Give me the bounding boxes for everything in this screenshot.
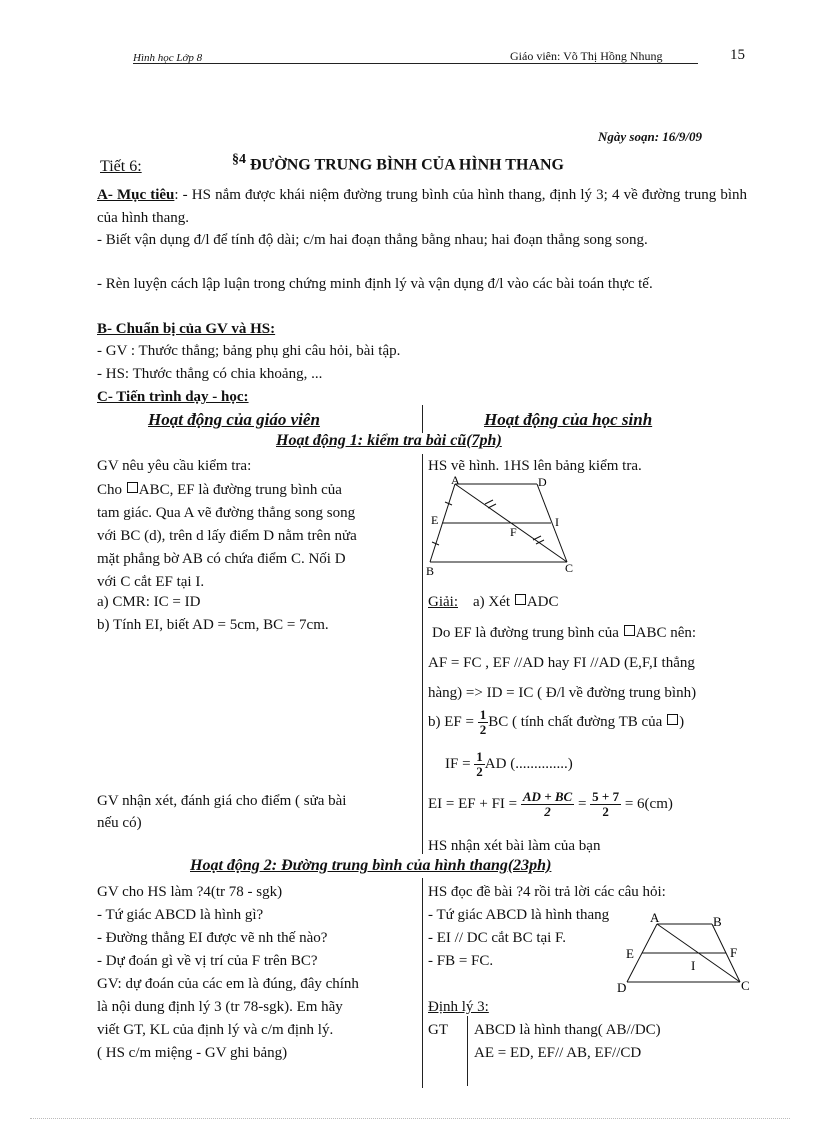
- triangle-icon: [515, 594, 526, 605]
- a1-right-giai-line: [428, 591, 558, 614]
- lesson-label: Tiết 6:: [100, 158, 142, 175]
- fraction-half: [478, 708, 489, 737]
- figure-triangle: [425, 474, 585, 584]
- triangle-icon: [667, 714, 678, 725]
- gt-label: GT: [428, 1022, 448, 1038]
- header-left: Hình học Lớp 8: [133, 52, 203, 64]
- a1-right-if: [445, 750, 573, 779]
- a2-left-3: - Dự đoán gì về vị trí của F trên BC?: [97, 953, 318, 969]
- a1-right-b: [428, 708, 684, 737]
- a1-right-af: AF = FC , EF //AD hay FI //AD (E,F,I thẳng: [428, 655, 695, 671]
- b-pre: b) EF =: [428, 713, 474, 730]
- fig1-label-a: A: [451, 474, 460, 487]
- do1: Do EF là đường trung bình của: [432, 625, 619, 641]
- a2-left-6: viết GT, KL của định lý và c/m định lý.: [97, 1022, 334, 1038]
- fig2-label-c: C: [741, 978, 750, 993]
- frac2-den: 2: [544, 804, 551, 819]
- a1-cho: Cho: [97, 482, 123, 498]
- a1-left-end-1: GV nhận xét, đánh giá cho điểm ( sửa bài: [97, 793, 347, 809]
- frac3-num: 5 + 7: [592, 789, 620, 804]
- a2-left-4: GV: dự đoán của các em là đúng, đây chính: [97, 976, 359, 992]
- a1-right-hang: hàng) => ID = IC ( Đ/l về đường trung bình): [428, 685, 697, 701]
- prep-hs: - HS: Thước thẳng có chia khoảng, ...: [97, 366, 323, 382]
- fig1-label-c: C: [565, 561, 574, 575]
- ei-pre: EI = EF + FI =: [428, 795, 518, 812]
- a-adc: ADC: [526, 594, 559, 610]
- frac-den: 2: [479, 722, 487, 737]
- a2-left-2: - Đường thẳng EI được vẽ nh thế nào?: [97, 930, 328, 946]
- a1-left-0: GV nêu yêu cầu kiểm tra:: [97, 458, 252, 474]
- frac2-num: AD + BC: [522, 789, 573, 804]
- a1-left-b: b) Tính EI, biết AD = 5cm, BC = 7cm.: [97, 617, 329, 633]
- fraction-5-7: [590, 790, 621, 819]
- a-xet: a) Xét: [473, 594, 511, 610]
- objectives-label: A- Mục tiêu: [97, 187, 175, 203]
- a1-right-intro: HS vẽ hình. 1HS lên bảng kiểm tra.: [428, 458, 642, 474]
- a1-left-para-2: tam giác. Qua A vẽ đường thẳng song song: [97, 505, 356, 521]
- a1-right-do: [432, 622, 696, 645]
- a2-right-0: HS đọc đề bài ?4 rồi trả lời các câu hỏi:: [428, 884, 666, 900]
- activity2-title: Hoạt động 2: Đường trung bình của hình thang(23ph): [190, 857, 552, 874]
- a1-left-para-5: với C cắt EF tại I.: [97, 574, 205, 590]
- ei-post: = 6(cm): [624, 795, 673, 812]
- objectives-line2: - Biết vận dụng đ/l để tính độ dài; c/m hai đoạn thẳng bằng nhau; hai đoạn thẳng song song.: [97, 232, 648, 248]
- fig1-label-b: B: [426, 564, 435, 578]
- objectives-line1: [97, 184, 747, 230]
- page-title: [232, 152, 564, 174]
- fraction-ad-bc: [521, 790, 574, 819]
- column-divider-2: [422, 878, 423, 1088]
- date-line: Ngày soạn: 16/9/09: [598, 129, 702, 144]
- header-teacher: Giáo viên: Võ Thị Hồng Nhung: [510, 49, 663, 63]
- fig2-label-i: I: [691, 958, 696, 973]
- theorem-label: Định lý 3:: [428, 999, 489, 1015]
- page-number: 15: [730, 47, 745, 63]
- activity1-title: Hoạt động 1: kiểm tra bài cũ(7ph): [276, 432, 502, 449]
- a1-left-para-3: với BC (d), trên d lấy điểm D nằm trên nửa: [97, 528, 357, 544]
- a2-right-2: - EI // DC cắt BC tại F.: [428, 930, 566, 946]
- fig2-label-e: E: [626, 946, 634, 961]
- frac-num: 1: [476, 749, 483, 764]
- frac-den: 2: [476, 764, 483, 779]
- a2-left-7: ( HS c/m miệng - GV ghi bảng): [97, 1045, 288, 1061]
- b-close: ): [679, 713, 685, 730]
- a1-left-end-2: nếu có): [97, 815, 142, 831]
- gt-divider: [467, 1016, 468, 1086]
- title-text: ĐƯỜNG TRUNG BÌNH CỦA HÌNH THANG: [250, 156, 564, 174]
- column-divider-1: [422, 454, 423, 854]
- prep-gv: - GV : Thước thẳng; bảng phụ ghi câu hỏi, bài tập.: [97, 343, 401, 359]
- ei-mid: =: [577, 795, 587, 812]
- a1-right-ei: [428, 790, 673, 819]
- fig1-label-d: D: [538, 475, 547, 489]
- objectives-line3: - Rèn luyện cách lập luận trong chứng minh định lý và vận dụng đ/l vào các bài toán thực tế.: [97, 276, 653, 292]
- fig2-label-d: D: [617, 980, 627, 995]
- header-rule: [133, 63, 698, 64]
- frac-num: 1: [479, 707, 487, 722]
- a2-left-5: là nội dung định lý 3 (tr 78-sgk). Em hãy: [97, 999, 343, 1015]
- fraction-half: [474, 750, 485, 779]
- a2-left-1: - Tứ giác ABCD là hình gì?: [97, 907, 264, 923]
- a1-abc-text: ABC, EF là đường trung bình của: [138, 482, 342, 498]
- section-mark: §4: [232, 152, 246, 167]
- student-column-heading: Hoạt động của học sinh: [484, 410, 653, 429]
- frac3-den: 2: [602, 804, 609, 819]
- if-pre: IF =: [445, 755, 471, 772]
- process-label: C- Tiến trình dạy - học:: [97, 389, 249, 405]
- prep-label: B- Chuẩn bị của GV và HS:: [97, 321, 276, 337]
- triangle-icon: [624, 625, 635, 636]
- fig1-label-f: F: [510, 525, 517, 539]
- fig1-label-e: E: [431, 513, 439, 527]
- a2-right-3: - FB = FC.: [428, 953, 494, 969]
- fig2-label-a: A: [650, 910, 660, 925]
- if-post: AD (..............): [484, 755, 573, 772]
- fig1-label-i: I: [555, 515, 559, 529]
- gt-line-1: ABCD là hình thang( AB//DC): [474, 1022, 661, 1038]
- a2-left-0: GV cho HS làm ?4(tr 78 - sgk): [97, 884, 283, 900]
- do2: ABC nên:: [635, 625, 697, 641]
- triangle-icon: [127, 482, 138, 493]
- a1-left-para-4: mặt phẳng bờ AB có chứa điểm C. Nối D: [97, 551, 346, 567]
- footer-rule: [30, 1118, 790, 1119]
- objectives-text1: : - HS nắm được khái niệm đường trung bình của hình thang, định lý 3; 4 về đường trung bình của hình thang.: [97, 187, 747, 226]
- a1-left-a: a) CMR: IC = ID: [97, 594, 201, 610]
- b-post: BC ( tính chất đường TB của: [488, 713, 663, 730]
- a2-right-1: - Tứ giác ABCD là hình thang: [428, 907, 610, 923]
- teacher-column-heading: Hoạt động của giáo viên: [148, 410, 320, 429]
- fig2-label-f: F: [730, 945, 738, 960]
- a1-left-para-1: [97, 479, 342, 502]
- figure-trapezoid: [614, 910, 764, 995]
- gt-line-2: AE = ED, EF// AB, EF//CD: [474, 1045, 642, 1061]
- a1-right-review: HS nhận xét bài làm của bạn: [428, 838, 601, 854]
- column-divider-top: [422, 405, 423, 433]
- fig2-label-b: B: [713, 914, 722, 929]
- giai-label: Giải:: [428, 594, 458, 610]
